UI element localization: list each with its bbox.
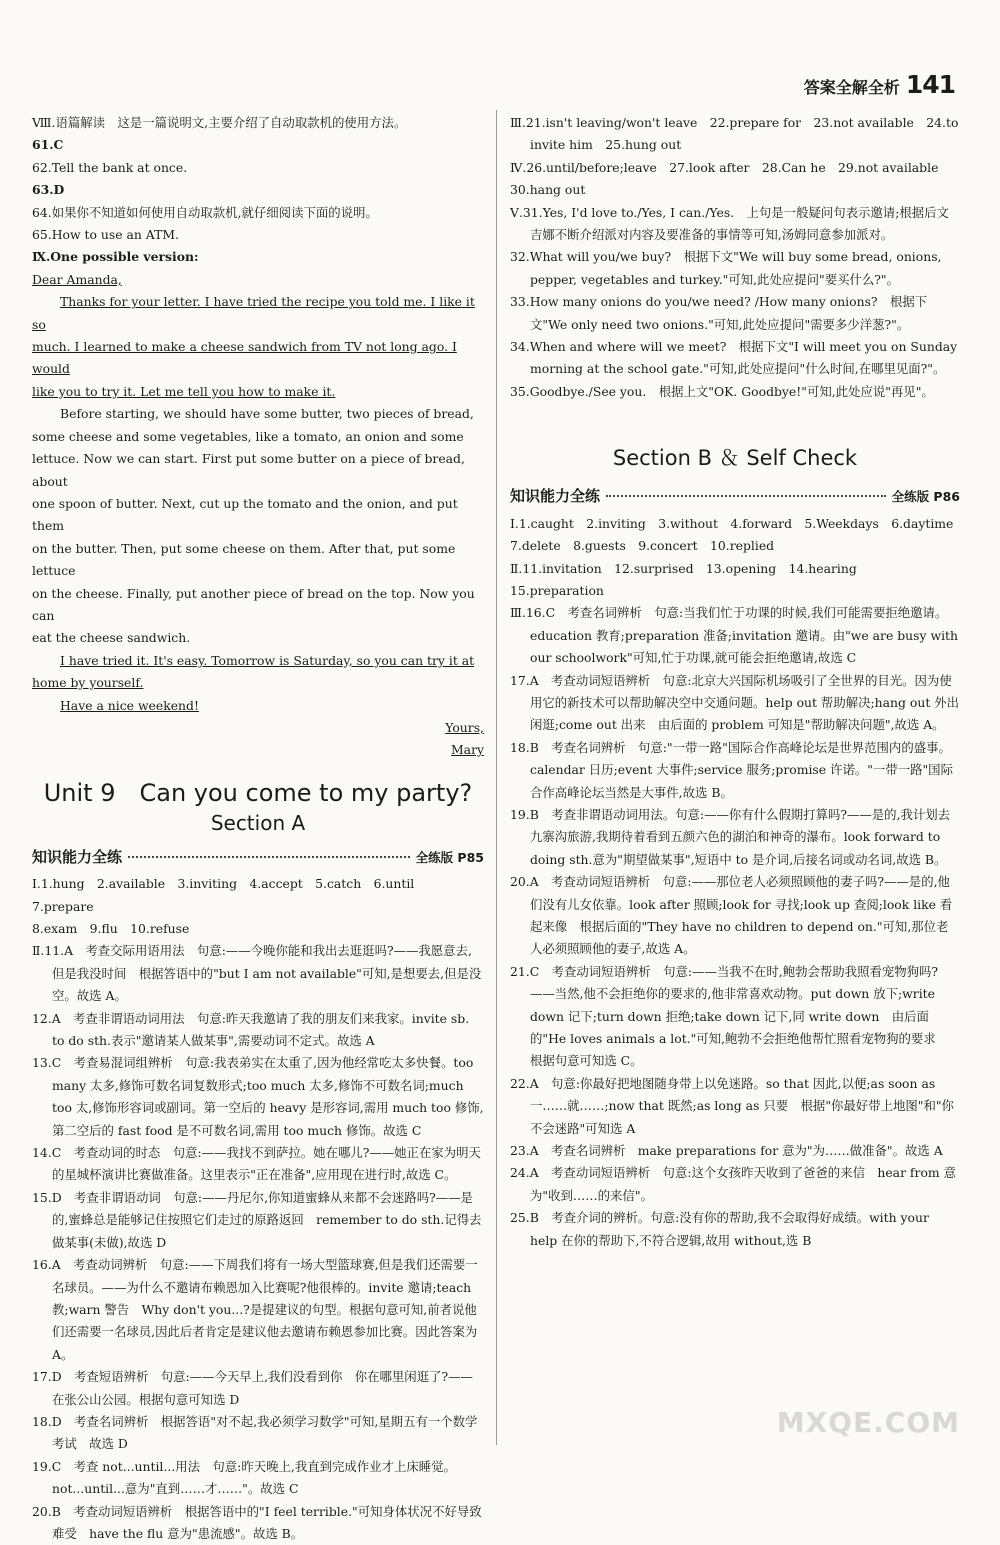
answer-line: 63.D	[32, 182, 65, 198]
answer-item: 20.A 考查动词短语辨析 句意:——那位老人必须照顾他的妻子吗?——是的,他们没有儿女依靠。look after 照顾;look for 寻找;look up 查阅;look like 看起来像 根据后面的"They have no children to depend on."可知,那位老人必须照顾他的妻子,故选 A。	[510, 874, 953, 957]
letter-line: on the cheese. Finally, put another piece of bread on the top. Now you can	[32, 585, 475, 623]
section-title: Section A	[210, 810, 306, 835]
right-column	[510, 112, 960, 1252]
answer-line: 61.C	[32, 137, 64, 153]
letter-line: I have tried it. It's easy. Tomorrow is Saturday, so you can try it at	[60, 652, 475, 668]
answer-item: 15.D 考查非谓语动词 句意:——丹尼尔,你知道蜜蜂从来都不会迷路吗?——是的,蜜蜂总是能够记住按照它们走过的原路返回 remember to do sth.记得去做某事(未做),故选 D	[32, 1189, 482, 1250]
answer-item: 23.A 考查名词辨析 make preparations for 意为"为……做准备"。故选 A	[510, 1143, 943, 1159]
answer-item: 30.hang out	[510, 182, 586, 198]
answer-item: 35.Goodbye./See you. 根据上文"OK. Goodbye!"可知,此处应说"再见"。	[510, 383, 934, 399]
letter-line: on the butter. Then, put some cheese on them. After that, put some lettuce	[32, 540, 456, 579]
answer-line: 64.如果你不知道如何使用自动取款机,就仔细阅读下面的说明。	[32, 204, 378, 220]
letter-line: one spoon of butter. Next, cut up the tomato and the onion, and put them	[32, 495, 458, 534]
answer-line: 8.exam 9.flu 10.refuse	[32, 921, 190, 936]
letter-line: like you to try it. Let me tell you how to make it.	[32, 383, 336, 399]
answer-item: 34.When and where will we meet? 根据下文"I will meet you on Sunday morning at the school gate."可知,此处应提问"什么时间,在哪里见面?"。	[510, 339, 958, 377]
practice-reference: 全练版 P85	[415, 849, 484, 865]
letter-line: Before starting, we should have some butter, two pieces of bread,	[60, 406, 474, 422]
answer-line: 65.How to use an ATM.	[32, 227, 179, 243]
answer-item: 12.A 考查非谓语动词用法 句意:昨天我邀请了我的朋友们来我家。invite sb. to do sth.表示"邀请某人做某事",需要动词不定式。故选 A	[32, 1010, 470, 1049]
section-b-title: Section B ＆ Self Check	[612, 446, 858, 471]
answer-item: Ⅱ.11.A 考查交际用语用法 句意:——今晚你能和我出去逛逛吗?——我愿意去,但是我没时间 根据答语中的"but I am not available"可知,是想要去,但是没空。故选 A。	[32, 943, 482, 1004]
letter-salutation: Dear Amanda,	[32, 271, 122, 287]
dotted-leader	[128, 856, 410, 858]
letter-closing: Have a nice weekend!	[60, 697, 199, 713]
answer-item: 17.D 考查短语辨析 句意:——今天早上,我们没看到你 你在哪里闲逛了?——在张公山公园。根据句意可知选 D	[32, 1369, 473, 1407]
answer-item: 20.B 考查动词短语辨析 根据答语中的"I feel terrible."可知身体状况不好导致难受 have the flu 意为"患流感"。故选 B。	[32, 1503, 482, 1541]
answer-line: Ⅱ.11.invitation 12.surprised 13.opening 14.hearing 15.preparation	[510, 560, 870, 598]
answer-item: Ⅴ.31.Yes, I'd love to./Yes, I can./Yes. 上句是一般疑问句表示邀请;根据后文吉娜不断介绍派对内容及要准备的事情等可知,汤姆同意参加派对。	[510, 204, 949, 243]
answer-item: 19.B 考查非谓语动词用法。句意:——你有什么假期打算吗?——是的,我计划去九寨沟旅游,我期待着看到五颜六色的湖泊和神奇的瀑布。look forward to doing sth.意为"期望做某事",短语中 to 是介词,后接名词或动名词,故选 B。	[510, 806, 951, 867]
answer-item: Ⅳ.26.until/before;leave 27.look after 28.Can he 29.not available	[510, 159, 939, 175]
practice-reference: 全练版 P86	[891, 489, 960, 505]
answer-item: 25.B 考查介词的辨析。句意:没有你的帮助,我不会取得好成绩。with your help 在你的帮助下,不符合逻辑,故用 without,选 B	[510, 1210, 929, 1248]
answer-line: Ⅷ.语篇解读 这是一篇说明文,主要介绍了自动取款机的使用方法。	[32, 115, 407, 130]
page-number: 141	[905, 70, 955, 99]
answer-line: Ⅸ.One possible version:	[32, 249, 199, 265]
answer-item: 24.A 考查动词短语辨析 句意:这个女孩昨天收到了爸爸的来信 hear from 意为"收到……的来信"。	[510, 1165, 956, 1203]
knowledge-label: 知识能力全练	[510, 487, 601, 506]
letter-line: Thanks for your letter. I have tried the recipe you told me. I like it so	[32, 294, 475, 332]
answer-item: Ⅲ.21.isn't leaving/won't leave 22.prepare for 23.not available 24.to invite him 25.hung out	[510, 115, 959, 153]
answer-item: 22.A 句意:你最好把地图随身带上以免迷路。so that 因此,以便;as soon as 一……就……;now that 既然;as long as 只要 根据"你最好带上地图"和"你不会迷路"可知选 A	[510, 1075, 954, 1136]
site-watermark: MXQE.COM	[776, 1406, 960, 1439]
letter-line: eat the cheese sandwich.	[32, 630, 191, 646]
answer-item: 32.What will you/we buy? 根据下文"We will buy some bread, onions, pepper, vegetables and turkey."可知,此处应提问"要买什么?"。	[510, 249, 942, 287]
answer-item: 17.A 考查动词短语辨析 句意:北京大兴国际机场吸引了全世界的目光。因为使用它的新技术可以帮助解决空中交通问题。help out 帮助解决;hang out 外出闲逛;come out 出来 由后面的 problem 可知是"帮助解决问题",故选 A。	[510, 672, 960, 733]
answer-line: Ⅰ.1.caught 2.inviting 3.without 4.forward 5.Weekdays 6.daytime	[510, 515, 954, 531]
answer-line: 62.Tell the bank at once.	[32, 159, 188, 175]
column-divider	[496, 110, 497, 1445]
answer-item: Ⅲ.16.C 考查名词辨析 句意:当我们忙于功课的时候,我们可能需要拒绝邀请。education 教育;preparation 准备;invitation 邀请。由"we are busy with our schoolwork"可知,忙于功课,就可能会拒绝邀请,故选 C	[510, 605, 958, 666]
knowledge-header	[32, 846, 484, 869]
answer-item: 33.How many onions do you/we need? /How many onions? 根据下文"We only need two onions."可知,此处应提问"需要多少洋葱?"。	[510, 294, 928, 332]
letter-sign-yours: Yours,	[445, 719, 484, 735]
answer-item: 18.B 考查名词辨析 句意:"一带一路"国际合作高峰论坛是世界范围内的盛事。calendar 日历;event 大事件;service 服务;promise 许诺。"一带一路"国际合作高峰论坛当然是大事件,故选 B。	[510, 739, 953, 800]
letter-line: much. I learned to make a cheese sandwich from TV not long ago. I would	[32, 339, 457, 377]
header-title: 答案全解全析	[803, 78, 900, 97]
letter-line: lettuce. Now we can start. First put some butter on a piece of bread, about	[32, 451, 465, 489]
answer-item: 18.D 考查名词辨析 根据答语"对不起,我必须学习数学"可知,星期五有一个数学考试 故选 D	[32, 1413, 478, 1452]
page-header	[803, 70, 955, 99]
dotted-leader	[606, 495, 886, 497]
letter-sign-name: Mary	[451, 742, 484, 758]
answer-line: Ⅰ.1.hung 2.available 3.inviting 4.accept 5.catch 6.until 7.prepare	[32, 876, 427, 914]
answer-item: 21.C 考查动词短语辨析 句意:——当我不在时,鲍勃会帮助我照看宠物狗吗?——当然,他不会拒绝你的要求的,他非常喜欢动物。put down 放下;write down 记下;turn down 拒绝;take down 记下,同 write down 由后面的"He loves animals a lot."可知,鲍勃不会拒绝他帮忙照看宠物狗的要求 根据句意可知选 C。	[510, 963, 949, 1069]
answer-item: 16.A 考查动词辨析 句意:——下周我们将有一场大型篮球赛,但是我们还需要一名球员。——为什么不邀请布赖恩加入比赛呢?他很棒的。invite 邀请;teach 教;warn 警告 Why don't you...?是提建议的句型。根据句意可知,前者说他们还需要一名球员,因此后者肯定是建议他去邀请布赖恩参加比赛。因此答案为 A。	[32, 1257, 478, 1362]
answer-item: 19.C 考查 not...until...用法 句意:昨天晚上,我直到完成作业才上床睡觉。not...until...意为"直到……才……"。故选 C	[32, 1458, 456, 1497]
letter-line: some cheese and some vegetables, like a tomato, an onion and some	[32, 428, 464, 444]
answer-line: 7.delete 8.guests 9.concert 10.replied	[510, 538, 775, 554]
left-column	[32, 112, 484, 1545]
knowledge-label: 知识能力全练	[32, 847, 123, 866]
knowledge-header	[510, 485, 960, 508]
letter-line: home by yourself.	[32, 675, 144, 691]
answer-item: 14.C 考查动词的时态 句意:——我找不到萨拉。她在哪儿?——她正在家为明天的星城杯演讲比赛做准备。这里表示"正在准备",应用现在进行时,故选 C。	[32, 1145, 481, 1183]
answer-item: 13.C 考查易混词组辨析 句意:我表弟实在太重了,因为他经常吃太多快餐。too many 太多,修饰可数名词复数形式;too much 太多,修饰不可数名词;much too 太,修饰形容词或副词。第一空后的 heavy 是形容词,需用 much too 修饰,第二空后的 fast food 是不可数名词,需用 too much 修饰。故选 C	[32, 1055, 484, 1138]
unit-title: Unit 9 Can you come to my party?	[43, 778, 473, 807]
